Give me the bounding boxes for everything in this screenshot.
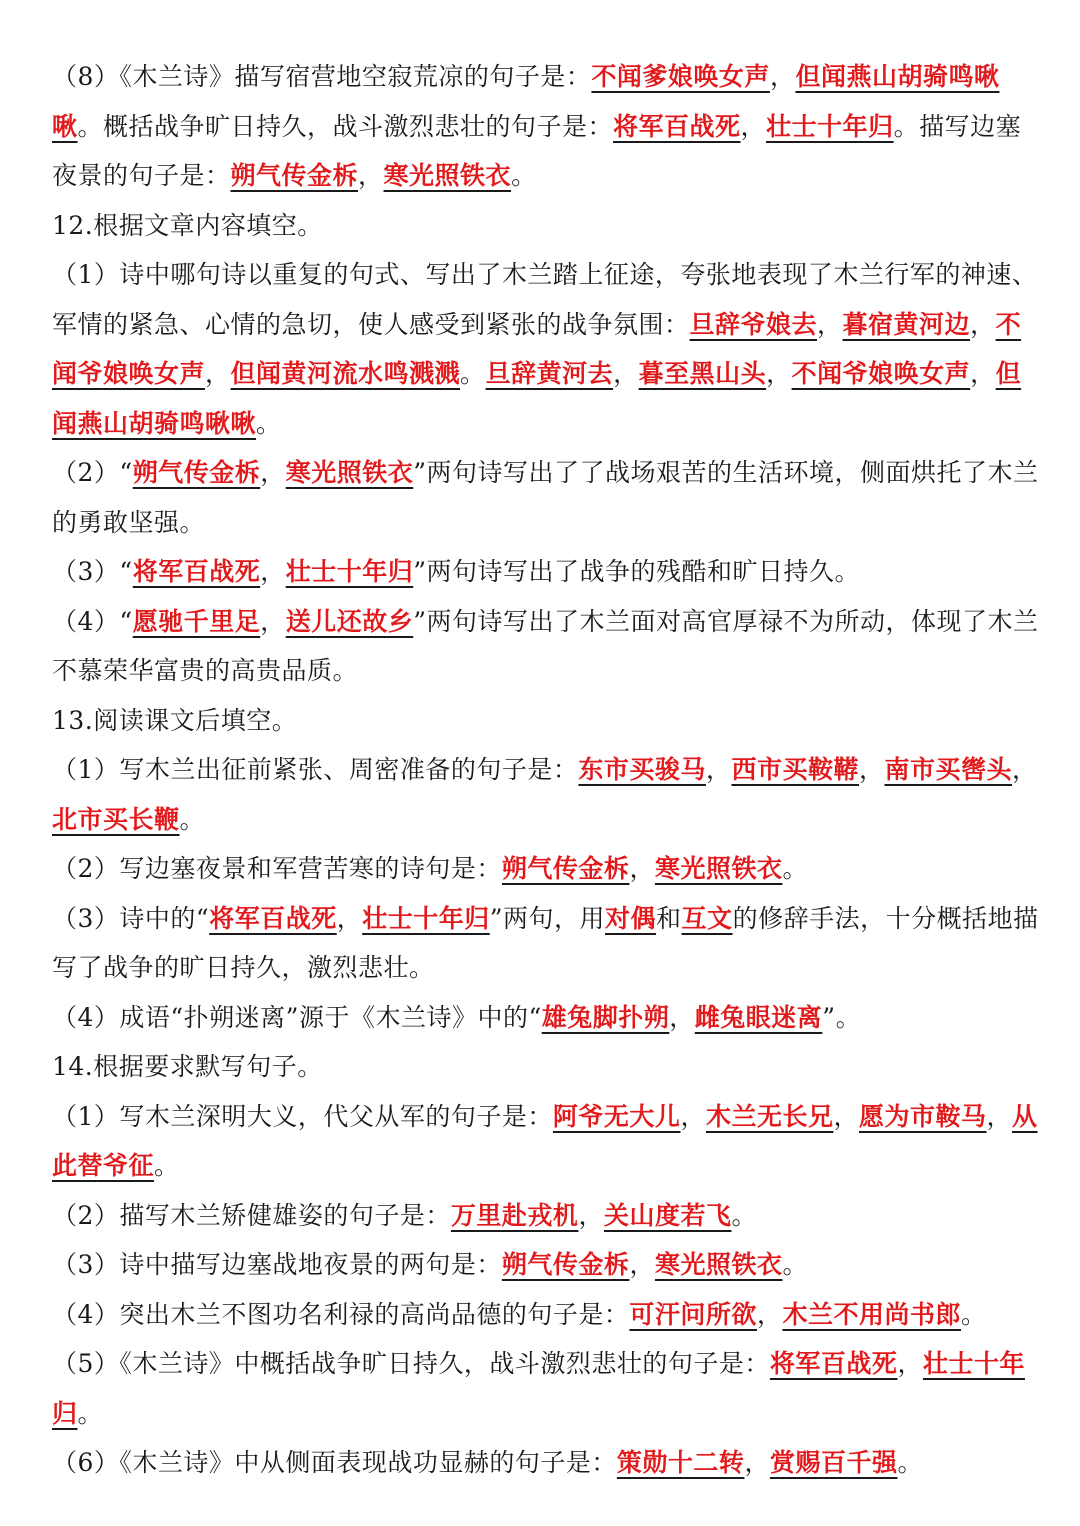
paragraph-q14-2: [52, 1191, 1040, 1241]
question-text: （3）“: [52, 557, 133, 586]
question-text: （4）成语“扑朔迷离”源于《木兰诗》中的“: [52, 1002, 542, 1032]
question-text: 13.阅读课文后填空。: [52, 705, 298, 735]
question-text: 。: [960, 1299, 987, 1329]
question-text: ，: [817, 309, 843, 339]
question-text: 的修辞手法，十分概括地描写了战争的旷日持久，激烈悲壮。: [52, 903, 1039, 982]
answer-text: 西市买鞍鞯: [731, 755, 859, 784]
question-text: ，: [858, 755, 885, 784]
question-text: ”两句诗写出了战争的残酷和旷日持久。: [413, 557, 861, 586]
answer-text: 壮士十年归: [362, 903, 490, 933]
paragraph-q14-1: [52, 1092, 1040, 1191]
question-text: 。: [897, 1448, 923, 1477]
question-text: （4）突出木兰不图功名利禄的高尚品德的句子是：: [52, 1299, 630, 1329]
answer-text: 南市买辔头: [884, 755, 1012, 784]
question-text: 。: [782, 1250, 808, 1279]
question-text: 12.根据文章内容填空。: [52, 210, 323, 240]
question-text: 和: [656, 903, 682, 933]
question-text: ，: [260, 458, 286, 487]
answer-text: 北市买长鞭: [52, 804, 180, 834]
question-text: （3）诗中描写边塞战地夜景的两句是：: [52, 1250, 502, 1279]
question-text: （5）《木兰诗》中概括战争旷日持久，战斗激烈悲壮的句子是：: [52, 1349, 770, 1378]
answer-text: 壮士十年归: [766, 111, 894, 141]
question-text: ”。: [822, 1002, 862, 1032]
paragraph-q13-1: [52, 745, 1040, 844]
question-text: （6）《木兰诗》中从侧面表现战功显赫的句子是：: [52, 1448, 617, 1477]
paragraph-q13-3: [52, 894, 1040, 993]
question-text: 。: [256, 408, 282, 438]
paragraph-p8: [52, 52, 1040, 201]
question-text: ”两句诗写出了木兰面对高官厚禄不为所动，体现了木兰不慕荣华富贵的高贵品质。: [52, 606, 1039, 685]
answer-text: 东市买骏马: [578, 755, 706, 784]
paragraph-q14-5: [52, 1339, 1040, 1438]
answer-text: 万里赴戎机: [450, 1200, 579, 1230]
question-text: ，: [970, 309, 996, 339]
question-text: （2）写边塞夜景和军营苦寒的诗句是：: [52, 854, 502, 883]
answer-text: 但闻黄河流水鸣溅溅: [230, 359, 461, 388]
answer-text: 但闻燕山胡骑鸣啾啾: [52, 62, 1000, 141]
answer-text: 旦辞黄河去: [485, 359, 614, 388]
answer-text: 木兰无长兄: [705, 1101, 834, 1131]
question-text: （8）《木兰诗》描写宿营地空寂荒凉的句子是：: [52, 62, 592, 91]
paragraph-q12-3: [52, 547, 1040, 597]
answer-text: 关山度若飞: [603, 1200, 732, 1230]
question-text: 。: [460, 359, 486, 388]
answer-text: 寒光照铁衣: [383, 161, 512, 190]
paragraph-q12: [52, 201, 1040, 251]
answer-text: 暮宿黄河边: [842, 309, 971, 339]
paragraph-q14: [52, 1042, 1040, 1092]
question-text: ，: [358, 161, 384, 190]
question-text: （2）“: [52, 458, 133, 487]
question-text: ，: [1012, 755, 1038, 784]
answer-text: 将军百战死: [613, 111, 741, 141]
answer-text: 寒光照铁衣: [654, 854, 783, 883]
answer-text: 送儿还故乡: [285, 606, 414, 636]
answer-text: 将军百战死: [132, 557, 261, 586]
answer-text: 暮至黑山头: [638, 359, 767, 388]
answer-text: 朔气传金柝: [132, 458, 261, 487]
question-text: 。概括战争旷日持久，战斗激烈悲壮的句子是：: [77, 111, 614, 141]
answer-text: 将军百战死: [769, 1349, 898, 1378]
question-text: ，: [970, 359, 996, 388]
paragraph-q13: [52, 696, 1040, 746]
answer-text: 雄兔脚扑朔: [541, 1002, 670, 1032]
question-text: ，: [769, 62, 796, 91]
answer-text: 朔气传金柝: [230, 161, 359, 190]
answer-text: 寒光照铁衣: [654, 1250, 783, 1279]
question-text: （4）“: [52, 606, 133, 636]
answer-text: 策勋十二转: [616, 1448, 745, 1477]
answer-text: 阿爷无大儿: [552, 1101, 681, 1131]
answer-text: 雌兔眼迷离: [694, 1002, 823, 1032]
answer-text: 寒光照铁衣: [285, 458, 414, 487]
question-text: 。: [782, 854, 808, 883]
question-text: ，: [260, 557, 286, 586]
paragraph-q13-2: [52, 844, 1040, 894]
paragraph-q14-3: [52, 1240, 1040, 1290]
answer-text: 不闻爷娘唤女声: [52, 309, 1022, 388]
question-text: ，: [766, 359, 792, 388]
answer-text: 赏赐百千强: [769, 1448, 898, 1477]
question-text: （3）诗中的“: [52, 903, 210, 933]
question-text: ，: [897, 1349, 923, 1378]
answer-text: 对偶: [605, 903, 657, 933]
question-text: ，: [756, 1299, 783, 1329]
question-text: ，: [260, 606, 286, 636]
question-text: ，: [744, 1448, 770, 1477]
question-text: ，: [986, 1101, 1013, 1131]
answer-text: 互文: [681, 903, 733, 933]
question-text: 。: [154, 1151, 180, 1180]
answer-text: 将军百战死: [209, 903, 337, 933]
question-text: ”两句诗写出了了战场艰苦的生活环境，侧面烘托了木兰的勇敢坚强。: [52, 458, 1039, 537]
question-text: ，: [669, 1002, 695, 1032]
question-text: ”两句，用: [489, 903, 606, 933]
question-text: 。: [511, 161, 537, 190]
question-text: 。: [77, 1398, 104, 1428]
answer-text: 朔气传金柝: [501, 1250, 630, 1279]
question-text: 。: [179, 804, 206, 834]
paragraph-q12-1: [52, 250, 1040, 448]
question-text: ，: [205, 359, 231, 388]
question-text: ，: [336, 903, 363, 933]
question-text: （1）写木兰出征前紧张、周密准备的句子是：: [52, 755, 579, 784]
answer-text: 不闻爷娘唤女声: [791, 359, 971, 388]
answer-text: 壮士十年归: [52, 1349, 1025, 1428]
answer-text: 但闻燕山胡骑鸣啾啾: [52, 359, 1022, 438]
paragraph-q14-4: [52, 1290, 1040, 1340]
question-text: ，: [613, 359, 639, 388]
question-text: 。描写边塞夜景的句子是：: [52, 111, 1022, 190]
answer-text: 旦辞爷娘去: [689, 309, 818, 339]
answer-text: 愿为市鞍马: [858, 1101, 987, 1131]
answer-text: 朔气传金柝: [501, 854, 630, 883]
answer-text: 不闻爹娘唤女声: [591, 62, 770, 91]
question-text: （1）诗中哪句诗以重复的句式、写出了木兰踏上征途，夸张地表现了木兰行军的神速、军情的紧急、心情的急切，使人感受到紧张的战争氛围：: [52, 260, 1038, 339]
question-text: ，: [740, 111, 767, 141]
answer-text: 可汗问所欲: [629, 1299, 757, 1329]
question-text: 。: [731, 1200, 757, 1230]
paragraph-q12-4: [52, 597, 1040, 696]
paragraph-q13-4: [52, 993, 1040, 1043]
question-text: ，: [705, 755, 732, 784]
paragraph-q12-2: [52, 448, 1040, 547]
question-text: （1）写木兰深明大义，代父从军的句子是：: [52, 1101, 553, 1131]
question-text: ，: [629, 854, 655, 883]
question-text: 14.根据要求默写句子。: [52, 1052, 323, 1081]
answer-text: 木兰不用尚书郎: [782, 1299, 961, 1329]
answer-text: 愿驰千里足: [132, 606, 261, 636]
question-text: ，: [578, 1200, 604, 1230]
paragraph-q14-6: [52, 1438, 1040, 1488]
question-text: ，: [833, 1101, 859, 1131]
question-text: ，: [680, 1101, 706, 1131]
answer-text: 壮士十年归: [285, 557, 414, 586]
answer-text: 从此替爷征: [52, 1101, 1038, 1180]
question-text: （2）描写木兰矫健雄姿的句子是：: [52, 1200, 451, 1230]
question-text: ，: [629, 1250, 655, 1279]
